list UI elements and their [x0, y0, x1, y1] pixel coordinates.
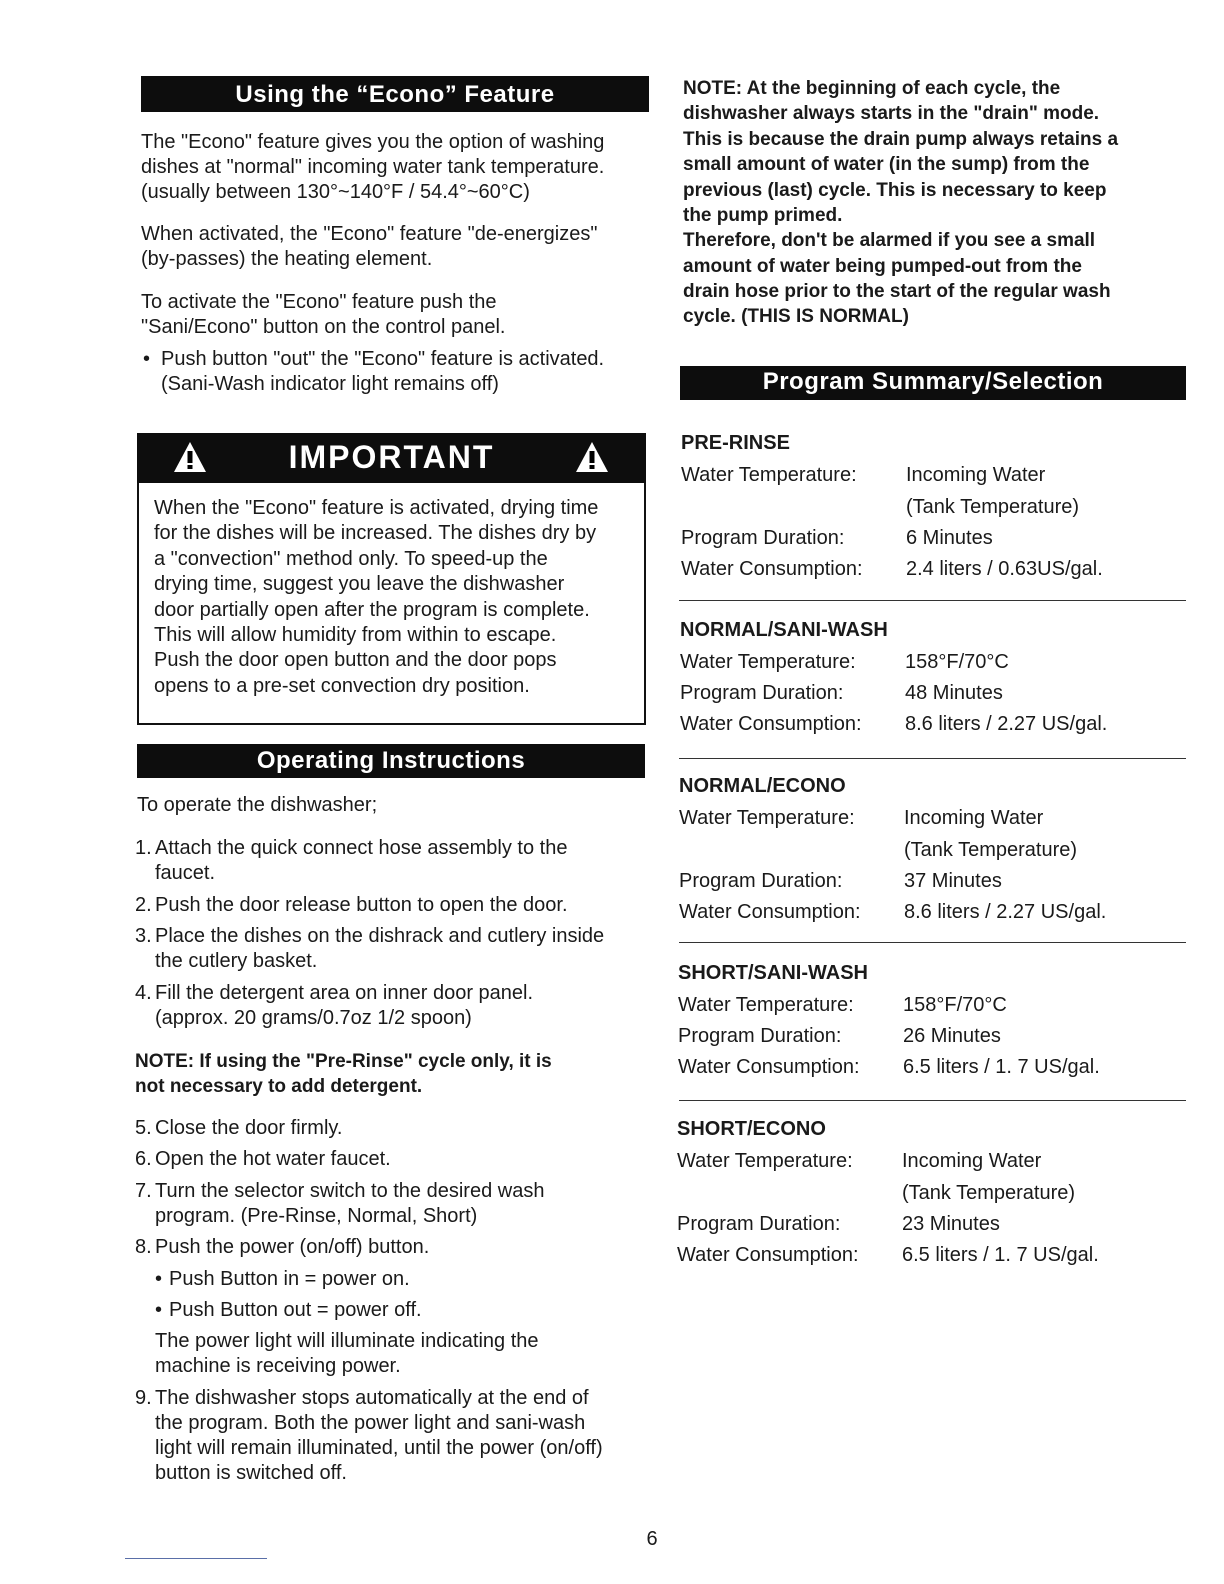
water-consumption-label: Water Consumption: [678, 1056, 860, 1078]
text-line: a "convection" method only. To speed-up the [154, 548, 548, 570]
step-number: 6. [135, 1148, 152, 1170]
water-temperature-value: 158°F/70°C [905, 651, 1009, 673]
note-line: the pump primed. [683, 205, 843, 226]
program-name: NORMAL/SANI-WASH [680, 619, 888, 641]
text-line: Place the dishes on the dishrack and cutlery inside [155, 925, 605, 947]
water-temperature-label: Water Temperature: [681, 464, 857, 486]
note-line: cycle. (THIS IS NORMAL) [683, 306, 909, 327]
bullet-icon: • [155, 1299, 163, 1321]
water-consumption-label: Water Consumption: [680, 713, 862, 735]
program-name: SHORT/ECONO [677, 1118, 826, 1140]
note-line: NOTE: If using the "Pre-Rinse" cycle only, it is [135, 1051, 552, 1072]
water-consumption-label: Water Consumption: [677, 1244, 859, 1266]
program-duration-label: Program Duration: [681, 527, 845, 549]
program-duration-value: 6 Minutes [906, 527, 993, 549]
water-consumption-value: 6.5 liters / 1. 7 US/gal. [903, 1056, 1100, 1078]
text-line: program. (Pre-Rinse, Normal, Short) [155, 1205, 478, 1227]
text-line: (usually between 130°~140°F / 54.4°~60°C) [141, 181, 530, 203]
water-consumption-value: 8.6 liters / 2.27 US/gal. [905, 713, 1108, 735]
text-line: (Sani-Wash indicator light remains off) [161, 373, 499, 395]
water-consumption-value: 6.5 liters / 1. 7 US/gal. [902, 1244, 1099, 1266]
note-line: This is because the drain pump always retains a [683, 129, 1119, 150]
note-line: small amount of water (in the sump) from the [683, 154, 1090, 175]
text-line: Push Button in = power on. [169, 1268, 410, 1290]
water-temperature-value: Incoming Water [904, 807, 1044, 829]
water-temperature-label: Water Temperature: [680, 651, 856, 673]
program-duration-label: Program Duration: [678, 1025, 842, 1047]
water-consumption-value: 2.4 liters / 0.63US/gal. [906, 558, 1103, 580]
program-duration-value: 26 Minutes [903, 1025, 1001, 1047]
section-header-econo: Using the “Econo” Feature [141, 76, 649, 112]
bullet-icon: • [143, 348, 151, 370]
water-temperature-value: (Tank Temperature) [902, 1182, 1076, 1204]
text-line: (by-passes) the heating element. [141, 248, 433, 270]
water-temperature-label: Water Temperature: [679, 807, 855, 829]
text-line: When the "Econo" feature is activated, drying time [154, 497, 599, 519]
important-title: IMPORTANT [288, 439, 495, 475]
step-number: 5. [135, 1117, 152, 1139]
bullet-icon: • [155, 1268, 163, 1290]
text-line: Push Button out = power off. [169, 1299, 422, 1321]
water-temperature-value: 158°F/70°C [903, 994, 1007, 1016]
step-number: 8. [135, 1236, 152, 1258]
note-line: not necessary to add detergent. [135, 1076, 423, 1097]
note-line: dishwasher always starts in the "drain" mode. [683, 103, 1100, 124]
divider [679, 942, 1186, 943]
text-line: The dishwasher stops automatically at the end of [155, 1387, 589, 1409]
water-temperature-value: Incoming Water [906, 464, 1046, 486]
text-line: Fill the detergent area on inner door panel. [155, 982, 534, 1004]
water-consumption-value: 8.6 liters / 2.27 US/gal. [904, 901, 1107, 923]
text-line: To operate the dishwasher; [137, 794, 378, 816]
divider [679, 600, 1186, 601]
program-duration-label: Program Duration: [679, 870, 843, 892]
section-header-summary: Program Summary/Selection [680, 366, 1186, 400]
text-line: drying time, suggest you leave the dishwasher [154, 573, 565, 595]
note-line: NOTE: At the beginning of each cycle, the [683, 78, 1061, 99]
text-line: opens to a pre-set convection dry position. [154, 675, 530, 697]
text-line: Attach the quick connect hose assembly to the [155, 837, 568, 859]
section-header-operating: Operating Instructions [137, 744, 645, 778]
text-line: The power light will illuminate indicating the [155, 1330, 539, 1352]
text-line: Push the power (on/off) button. [155, 1236, 430, 1258]
program-duration-label: Program Duration: [677, 1213, 841, 1235]
text-line: This will allow humidity from within to escape. [154, 624, 557, 646]
step-number: 7. [135, 1180, 152, 1202]
text-line: Close the door firmly. [155, 1117, 343, 1139]
text-line: (approx. 20 grams/0.7oz 1/2 spoon) [155, 1007, 472, 1029]
program-duration-value: 37 Minutes [904, 870, 1002, 892]
step-number: 1. [135, 837, 152, 859]
text-line: To activate the "Econo" feature push the [141, 291, 497, 313]
text-line: Push the door release button to open the door. [155, 894, 568, 916]
divider [125, 1558, 267, 1559]
text-line: faucet. [155, 862, 216, 884]
warning-icon [575, 441, 609, 473]
text-line: Turn the selector switch to the desired wash [155, 1180, 545, 1202]
water-temperature-value: (Tank Temperature) [904, 839, 1078, 861]
text-line: door partially open after the program is complete. [154, 599, 590, 621]
program-duration-value: 48 Minutes [905, 682, 1003, 704]
program-duration-label: Program Duration: [680, 682, 844, 704]
text-line: Open the hot water faucet. [155, 1148, 391, 1170]
divider [679, 758, 1186, 759]
text-line: the cutlery basket. [155, 950, 318, 972]
text-line: machine is receiving power. [155, 1355, 401, 1377]
water-consumption-label: Water Consumption: [679, 901, 861, 923]
important-header [137, 433, 646, 483]
program-name: NORMAL/ECONO [679, 775, 846, 797]
note-line: amount of water being pumped-out from the [683, 256, 1082, 277]
text-line: dishes at "normal" incoming water tank temperature. [141, 156, 605, 178]
step-number: 9. [135, 1387, 152, 1409]
text-line: When activated, the "Econo" feature "de-energizes" [141, 223, 598, 245]
divider [679, 1100, 1186, 1101]
text-line: Push button "out" the "Econo" feature is activated. [161, 348, 605, 370]
text-line: Push the door open button and the door pops [154, 649, 557, 671]
text-line: light will remain illuminated, until the power (on/off) [155, 1437, 603, 1459]
note-line: previous (last) cycle. This is necessary to keep [683, 180, 1107, 201]
program-name: PRE-RINSE [681, 432, 790, 454]
water-consumption-label: Water Consumption: [681, 558, 863, 580]
water-temperature-label: Water Temperature: [677, 1150, 853, 1172]
step-number: 2. [135, 894, 152, 916]
step-number: 4. [135, 982, 152, 1004]
step-number: 3. [135, 925, 152, 947]
program-name: SHORT/SANI-WASH [678, 962, 868, 984]
note-line: drain hose prior to the start of the regular wash [683, 281, 1111, 302]
text-line: the program. Both the power light and sani-wash [155, 1412, 586, 1434]
page-number: 6 [646, 1528, 658, 1550]
water-temperature-value: Incoming Water [902, 1150, 1042, 1172]
text-line: button is switched off. [155, 1462, 347, 1484]
text-line: for the dishes will be increased. The dishes dry by [154, 522, 597, 544]
water-temperature-value: (Tank Temperature) [906, 496, 1080, 518]
text-line: The "Econo" feature gives you the option of washing [141, 131, 605, 153]
note-line: Therefore, don't be alarmed if you see a small [683, 230, 1096, 251]
water-temperature-label: Water Temperature: [678, 994, 854, 1016]
text-line: "Sani/Econo" button on the control panel. [141, 316, 506, 338]
program-duration-value: 23 Minutes [902, 1213, 1000, 1235]
